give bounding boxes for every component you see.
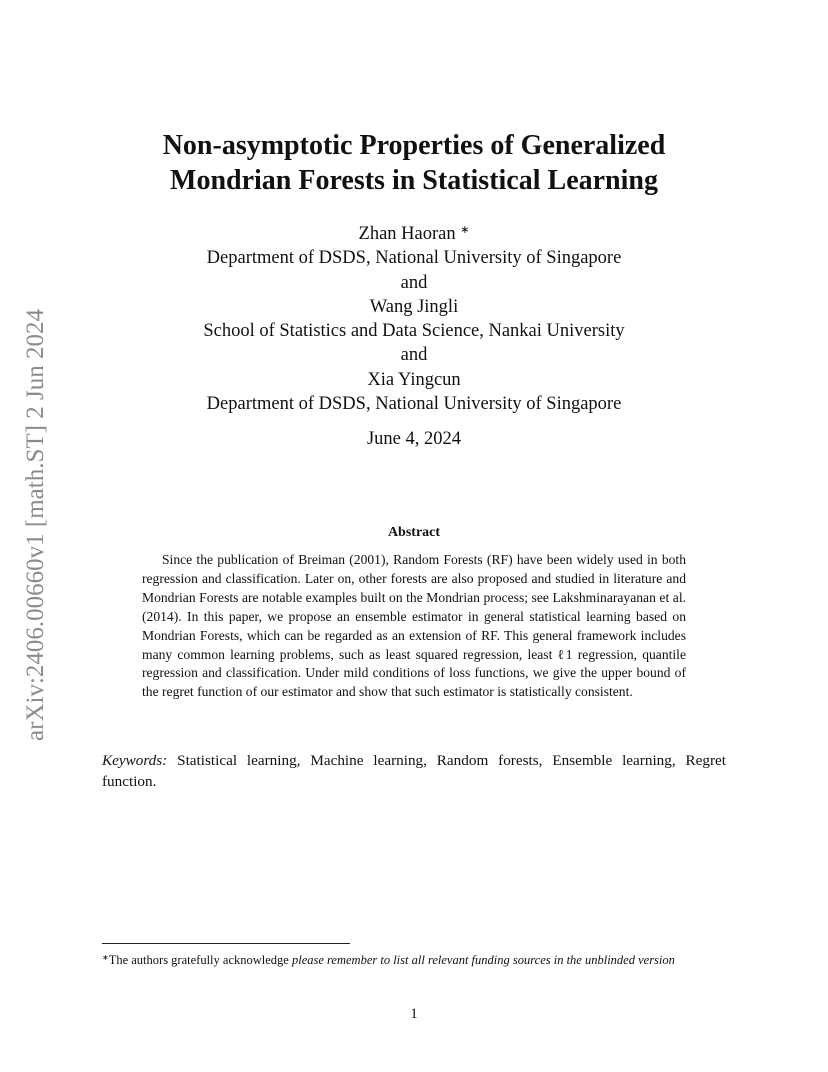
footnote-italic-text: please remember to list all relevant funding sources in the unblinded version bbox=[291, 953, 675, 967]
footnote-text: The authors gratefully acknowledge bbox=[108, 953, 292, 967]
author-block bbox=[80, 218, 748, 416]
abstract-heading: Abstract bbox=[387, 525, 441, 540]
author-1-affiliation: Department of DSDS, National University of Singapore bbox=[206, 248, 622, 269]
keywords-label: Keywords: bbox=[102, 752, 168, 769]
author-separator: and bbox=[400, 345, 428, 366]
abstract-text: Since the publication of Breiman (2001), Random Forests (RF) have been widely used in both regression and classification. Later on, other forests are also proposed and studied in literature and Mondrian Forests are notable examples built on the Mondrian process; see Lakshminarayanan et al. (2014). In this paper, we propose an ensemble estimator in general statistical learning based on Mondrian Forests, which can be regarded as an extension of RF. This general framework includes many common learning problems, such as least squared regression, least ℓ1 regression, quantile regression and classification. Under mild conditions of loss functions, we give the upper bound of the regret function of our estimator and show that such estimator is statistically consistent. bbox=[142, 552, 686, 700]
author-2-affiliation: School of Statistics and Data Science, Nankai University bbox=[203, 321, 625, 342]
author-1 bbox=[80, 218, 748, 246]
author-2-name: Wang Jingli bbox=[369, 296, 459, 317]
keywords-text: Statistical learning, Machine learning, Random forests, Ensemble learning, Regret function. bbox=[102, 752, 727, 790]
footnote-mark: ∗ bbox=[102, 953, 109, 962]
arxiv-identifier: arXiv:2406.00660v1 [math.ST] 2 Jun 2024 bbox=[22, 309, 49, 741]
author-1-name: Zhan Haoran bbox=[358, 224, 456, 244]
author-separator: and bbox=[400, 272, 428, 293]
author-3-affiliation: Department of DSDS, National University of Singapore bbox=[206, 394, 622, 415]
keywords-paragraph bbox=[102, 750, 726, 792]
title-line-1: Non-asymptotic Properties of Generalized bbox=[162, 130, 666, 161]
publication-date: June 4, 2024 bbox=[366, 429, 462, 449]
title-line-2: Mondrian Forests in Statistical Learning bbox=[170, 165, 658, 196]
page-number: 1 bbox=[410, 1006, 418, 1022]
footnote bbox=[102, 949, 726, 969]
author-3-name: Xia Yingcun bbox=[367, 369, 461, 390]
paper-title bbox=[80, 128, 748, 198]
footnote-marker[interactable]: ∗ bbox=[460, 224, 470, 236]
footnote-divider bbox=[102, 943, 350, 944]
